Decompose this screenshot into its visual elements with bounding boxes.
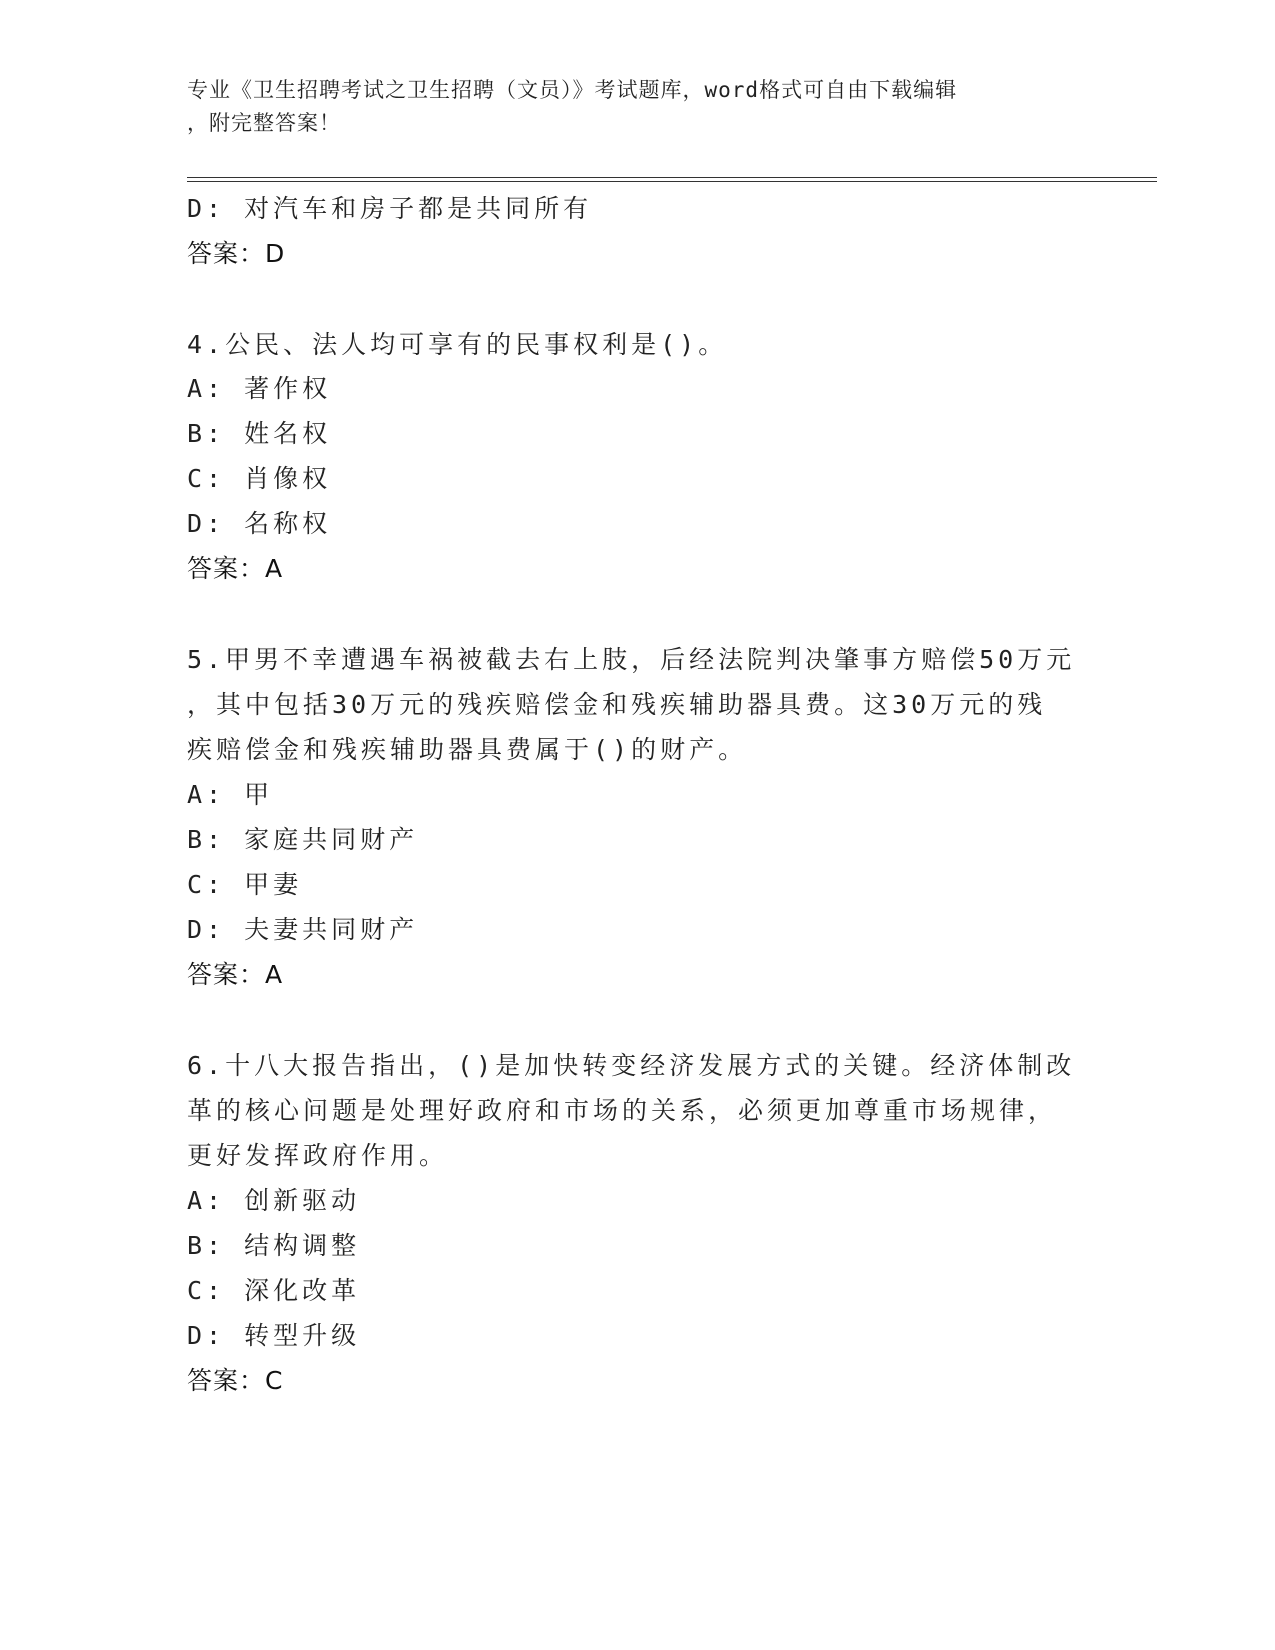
q5-stem-line-1: 5.甲男不幸遭遇车祸被截去右上肢，后经法院判决肇事方赔偿50万元 <box>187 645 1076 674</box>
q6-option-a: A: 创新驱动 <box>187 1186 361 1215</box>
q4-stem: 4.公民、法人均可享有的民事权利是()。 <box>187 330 728 359</box>
header-divider <box>187 177 1157 182</box>
q5-option-d: D: 夫妻共同财产 <box>187 915 419 944</box>
q4-option-c: C: 肖像权 <box>187 464 332 493</box>
q5-stem-line-3: 疾赔偿金和残疾辅助器具费属于()的财产。 <box>187 735 748 764</box>
q6-option-c: C: 深化改革 <box>187 1276 361 1305</box>
q3-answer: 答案：D <box>187 239 286 268</box>
q6-option-b: B: 结构调整 <box>187 1231 361 1260</box>
q4-option-d: D: 名称权 <box>187 509 332 538</box>
document-header <box>187 74 1067 140</box>
q5-stem-line-2: ，其中包括30万元的残疾赔偿金和残疾辅助器具费。这30万元的残 <box>187 690 1047 719</box>
q6-stem-line-1: 6.十八大报告指出，()是加快转变经济发展方式的关键。经济体制改 <box>187 1051 1076 1080</box>
q6-stem-line-3: 更好发挥政府作用。 <box>187 1141 449 1170</box>
q4-option-a: A: 著作权 <box>187 374 332 403</box>
q3-option-d: D: 对汽车和房子都是共同所有 <box>187 194 593 223</box>
header-line-1: 专业《卫生招聘考试之卫生招聘（文员）》考试题库，word格式可自由下载编辑 <box>187 78 958 102</box>
q4-option-b: B: 姓名权 <box>187 419 332 448</box>
q6-stem-line-2: 革的核心问题是处理好政府和市场的关系，必须更加尊重市场规律， <box>187 1096 1058 1125</box>
q5-option-c: C: 甲妻 <box>187 870 303 899</box>
q5-answer: 答案：A <box>187 960 284 989</box>
q6-option-d: D: 转型升级 <box>187 1321 361 1350</box>
q5-option-b: B: 家庭共同财产 <box>187 825 419 854</box>
q6-answer: 答案：C <box>187 1366 284 1395</box>
q5-option-a: A: 甲 <box>187 780 274 809</box>
q4-answer: 答案：A <box>187 554 284 583</box>
header-line-2: ，附完整答案！ <box>187 111 341 135</box>
